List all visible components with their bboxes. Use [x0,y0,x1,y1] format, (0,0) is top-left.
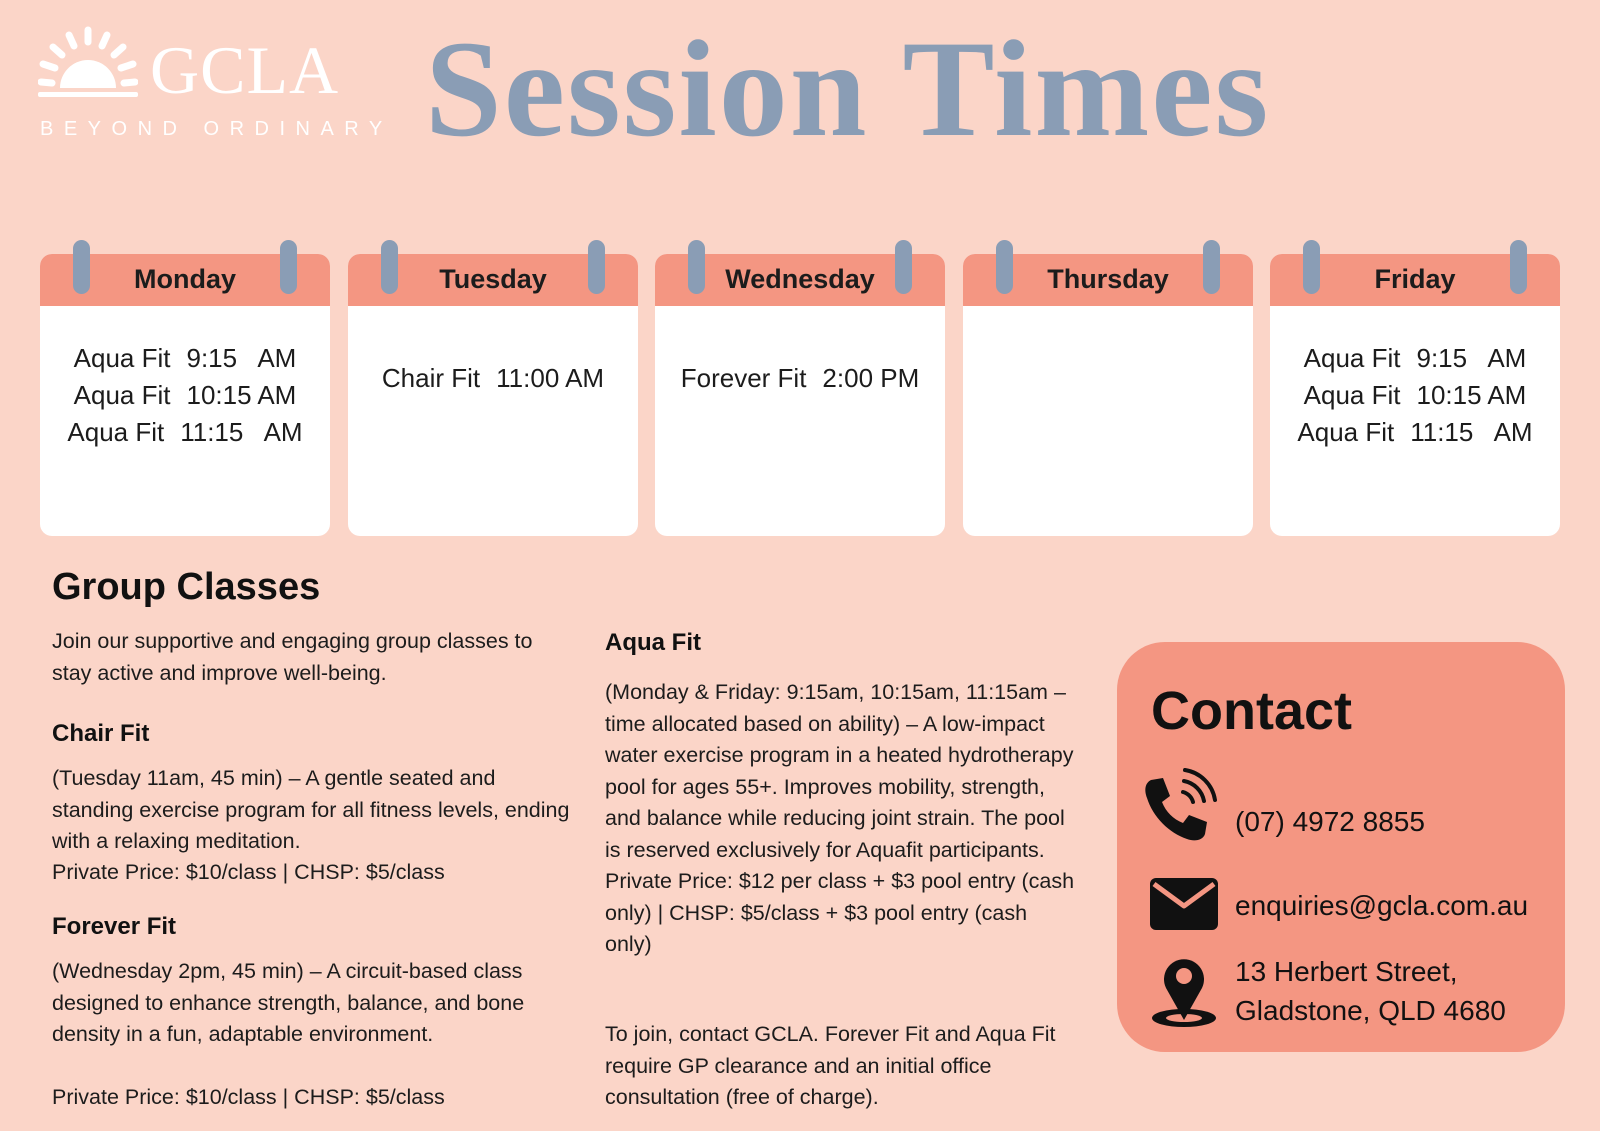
day-card-sessions [348,306,638,397]
session-time: 10:15 AM [186,380,297,410]
binder-ring-icon [1510,240,1527,294]
day-card-thursday [963,254,1253,536]
group-classes-heading: Group Classes [52,566,321,608]
day-card-tuesday [348,254,638,536]
session-name: Aqua Fit [1297,417,1395,447]
chair-fit-price: Private Price: $10/class | CHSP: $5/class [52,860,445,884]
brand-tagline: BEYOND ORDINARY [40,118,393,140]
session-row [1270,340,1560,377]
day-card-monday [40,254,330,536]
location-pin-icon [1150,954,1218,1028]
session-row [40,340,330,377]
binder-ring-icon [1303,240,1320,294]
contact-heading: Contact [1151,681,1352,741]
session-time: 9:15 AM [186,343,297,373]
day-card-sessions [40,306,330,451]
session-name: Forever Fit [680,363,807,393]
day-card-header: Monday [40,254,330,306]
session-time: 9:15 AM [1416,343,1527,373]
binder-ring-icon [1203,240,1220,294]
gcla-logo [38,26,393,146]
day-card-header: Tuesday [348,254,638,306]
session-time: 11:15 AM [180,417,303,447]
aqua-fit-title: Aqua Fit [605,629,701,656]
chair-fit-title: Chair Fit [52,720,150,747]
day-card-header: Wednesday [655,254,945,306]
day-card-header: Friday [1270,254,1560,306]
contact-address-line1: 13 Herbert Street, [1235,956,1458,987]
contact-address-line2: Gladstone, QLD 4680 [1235,995,1506,1026]
binder-ring-icon [381,240,398,294]
binder-ring-icon [895,240,912,294]
day-card-header: Thursday [963,254,1253,306]
sunrise-logo-icon [38,26,138,102]
session-row [1270,377,1560,414]
session-time: 11:00 AM [496,363,605,393]
aqua-fit-description: (Monday & Friday: 9:15am, 10:15am, 11:15am – time allocated based on ability) – A low-impact water exercise program in a heated hydrotherapy pool for ages 55+. Improves mobility, strength, and balance while reducing joint strain. The pool is reserved exclusively for Aquafit participants. Private Price: $12 per class + $3 pool entry (cash only) | CHSP: $5/class + $3 pool entry (cash only) [605,680,1075,956]
session-row [655,360,945,397]
day-card-sessions [655,306,945,397]
join-note: To join, contact GCLA. Forever Fit and Aqua Fit require GP clearance and an initial office consultation (free of charge). [605,1022,1056,1109]
binder-ring-icon [73,240,90,294]
session-name: Aqua Fit [1303,343,1401,373]
session-row [1270,414,1560,451]
day-card-wednesday [655,254,945,536]
page-title: Session Times [425,12,1271,165]
contact-phone[interactable]: (07) 4972 8855 [1235,806,1425,837]
forever-fit-description: (Wednesday 2pm, 45 min) – A circuit-based class designed to enhance strength, balance, and bone density in a fun, adaptable environment. [52,959,525,1046]
group-classes-intro: Join our supportive and engaging group classes to stay active and improve well-being. [52,629,533,685]
binder-ring-icon [688,240,705,294]
contact-panel [1117,642,1565,1052]
session-name: Aqua Fit [67,417,165,447]
contact-email[interactable]: enquiries@gcla.com.au [1235,890,1529,921]
day-card-sessions [1270,306,1560,451]
session-time: 2:00 PM [822,363,920,393]
binder-ring-icon [280,240,297,294]
binder-ring-icon [588,240,605,294]
session-time: 10:15 AM [1416,380,1527,410]
session-row [40,377,330,414]
brand-name: GCLA [150,32,340,108]
session-name: Aqua Fit [73,380,171,410]
forever-fit-title: Forever Fit [52,913,177,940]
chair-fit-description: (Tuesday 11am, 45 min) – A gentle seated and standing exercise program for all fitness levels, ending with a relaxing meditation. [52,766,570,853]
session-name: Aqua Fit [1303,380,1401,410]
session-row [40,414,330,451]
day-card-friday [1270,254,1560,536]
session-name: Aqua Fit [73,343,171,373]
phone-icon [1137,768,1217,848]
forever-fit-price: Private Price: $10/class | CHSP: $5/class [52,1085,445,1109]
session-row [348,360,638,397]
day-card-sessions [963,306,1253,340]
session-time: 11:15 AM [1410,417,1533,447]
binder-ring-icon [996,240,1013,294]
email-icon [1150,878,1218,930]
session-name: Chair Fit [381,363,481,393]
